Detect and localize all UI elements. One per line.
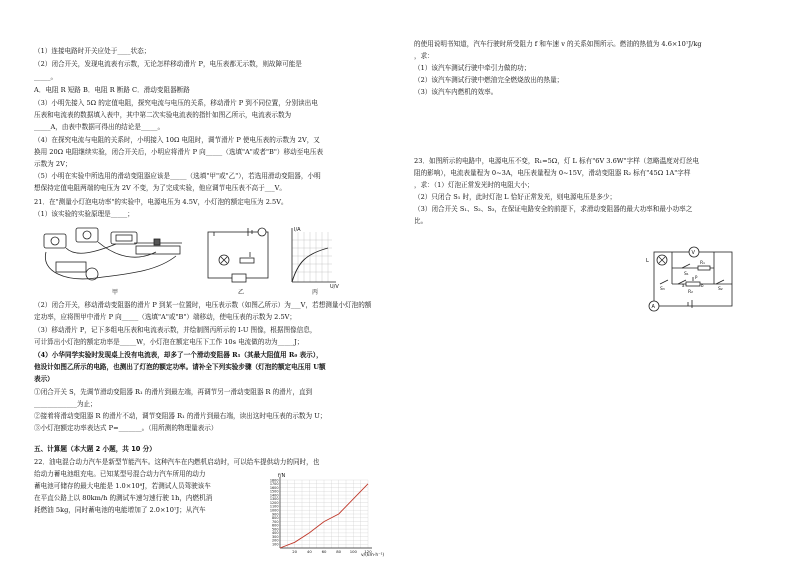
text-line: （3）该汽车内燃机的效率。 [414, 88, 498, 96]
text-line: _____。 [34, 73, 58, 81]
y-tick-label: 200 [272, 538, 279, 543]
text-line: （1）该汽车测试行驶中牵引力做的功； [414, 64, 531, 72]
text-line: （2）闭合开关，发现电流表有示数，无论怎样移动滑片 P，电压表都无示数，则故障可能是 [34, 60, 302, 68]
x-tick-label: 100 [349, 549, 357, 554]
y-tick-label: 1400 [269, 493, 279, 498]
y-tick-label: 800 [272, 516, 279, 521]
y-tick-label: 100 [272, 542, 279, 547]
q21-figures [36, 222, 396, 298]
y-tick-label: 700 [272, 519, 279, 524]
text-line: 压表和电流表的数据填入表中，其中第二次实验电流表的指针如图乙所示，电流表示数为 [34, 111, 292, 119]
r1-label: R₁ [700, 261, 705, 266]
x-tick-label: 60 [321, 549, 327, 554]
voltmeter-label: V [691, 250, 695, 256]
text-line: 可计算出小灯泡的额定功率是_____W，小灯泡在额定电压下工作 10s 电流做的功为_____J； [34, 338, 304, 346]
text-line: 在平直公路上以 80km/h 的测试车速匀速行驶 1h，内燃机消 [34, 494, 213, 502]
i-axis-label: I/A [294, 227, 301, 233]
text-line: 21．在"测量小灯泡电功率"的实验中，电源电压为 4.5V，小灯泡的额定电压为 2.5V。 [34, 198, 288, 206]
y-tick-label: 300 [272, 534, 279, 539]
text-line: ，求： [414, 52, 434, 60]
text-line: ①闭合开关 S，先调节滑动变阻器 R₁ 的滑片到最左端，再调节另一滑动变阻器 R 的滑片，直到 [34, 388, 313, 396]
x-tick-label: 20 [292, 549, 298, 554]
terminal-b-label: b [701, 283, 704, 288]
terminal-a-label: a [682, 283, 685, 288]
section-heading: 五、计算题（本大题 2 小题，共 10 分） [34, 445, 156, 453]
apparatus-figure [44, 228, 182, 280]
fig-label-a: 甲 [112, 289, 119, 296]
ammeter-label: A [651, 304, 655, 310]
text-line: （3）闭合开关 S₁、S₂、S₃，在保证电路安全的前提下，求滑动变阻器的最大功率和最小功率之 [414, 205, 693, 213]
iu-graph [292, 227, 339, 290]
q23-circuit [642, 244, 742, 322]
text-line: 的使用说明书知道，汽车行驶时所受阻力 f 和车速 v 的关系如图所示。燃油的热值为 4.6×10⁷J/kg [414, 40, 702, 48]
y-tick-label: 1300 [269, 497, 279, 502]
s1-label: S₁ [684, 272, 689, 277]
text-line: （3）移动滑片 P，记下多组电压表和电流表示数，并绘制图丙所示的 I-U 图像，根据图像信息， [34, 326, 317, 334]
x-axis-label: v/(km·h⁻¹) [361, 553, 385, 558]
text-line: （4）在探究电流与电阻的关系时，小明接入 10Ω 电阻时，调节滑片 P 使电压表的示数为 2V，又 [34, 136, 320, 144]
text-line: （4）小华同学实验时发现桌上没有电流表，却多了一个滑动变阻器 R₁（其最大阻值用 R₀ 表示）， [34, 351, 323, 359]
text-line: ③小灯泡额定功率表达式 P=_______。（用所测的物理量表示） [34, 424, 218, 432]
y-tick-label: 1800 [269, 478, 279, 483]
text-line: 阻的影响），电流表量程为 0~3A，电压表量程为 0~15V，滑动变阻器 R₂ 标有"45Ω 1A"字样 [414, 169, 691, 177]
fv-chart [258, 470, 398, 560]
s3-label: S₃ [660, 287, 665, 292]
text-line: 比。 [414, 217, 428, 225]
text-line: 他设计如图乙所示的电路，也测出了灯泡的额定功率。请补全下列实验步骤（灯泡的额定电压用 U额 [34, 363, 326, 371]
y-axis-label: f/N [278, 473, 286, 479]
text-line: 示数为 2V； [34, 160, 72, 168]
y-tick-label: 900 [272, 512, 279, 517]
x-tick-label: 80 [336, 549, 342, 554]
r2-label: R₂ [688, 290, 693, 295]
y-tick-label: 400 [272, 531, 279, 536]
slider-p-label: P [695, 275, 698, 280]
text-line: _____A，由表中数据可得出的结论是_____。 [34, 123, 165, 131]
text-line: （2）该汽车测试行驶中燃油完全燃烧放出的热量； [414, 76, 564, 84]
text-line: 想保持定值电阻两端的电压为 2V 不变，为了完成实验，他应调节电压表不高于___V。 [34, 184, 286, 192]
x-tick-label: 40 [306, 549, 312, 554]
text-line: ，求：（1）灯泡正常发光时的电阻大小； [414, 181, 534, 189]
y-tick-label: 1500 [269, 489, 279, 494]
y-tick-label: 500 [272, 527, 279, 532]
u-axis-label: U/V [330, 284, 339, 290]
x-tick-label: 120 [364, 549, 372, 554]
text-line: 23．如图所示的电路中，电源电压不变，R₁=5Ω，灯 L 标有"6V 3.6W"字样（忽略温度对灯丝电 [414, 157, 700, 165]
s2-label: S₂ [718, 287, 723, 292]
text-line: 耗燃油 5kg，同时蓄电池的电能增加了 2.0×10⁷J；从汽车 [34, 506, 206, 514]
y-tick-label: 600 [272, 523, 279, 528]
text-line: （2）只闭合 S₁ 时，此时灯泡 L 恰好正常发光，则电源电压是多少； [414, 193, 617, 201]
text-line: （1）连接电路时开关应处于____状态； [34, 47, 151, 55]
y-tick-label: 1600 [269, 485, 279, 490]
text-line: 蓄电池可储存的最大电能是 1.0×10⁸J，若测试人员驾驶该车 [34, 482, 211, 490]
fig-label-c: 丙 [312, 289, 319, 296]
chart-grid [280, 480, 368, 548]
text-line: （3）小明先接入 5Ω 的定值电阻，探究电流与电压的关系，移动滑片 P 到不同位置，分别读出电 [34, 99, 318, 107]
lamp-label: L [646, 258, 649, 264]
y-tick-label: 1700 [269, 482, 279, 487]
fig-label-b: 乙 [238, 289, 245, 296]
circuit-figure-b [208, 228, 268, 282]
y-tick-label: 1000 [269, 508, 279, 513]
chart-ticks [270, 478, 372, 554]
text-line: （2）闭合开关，移动滑动变阻器的滑片 P 到某一位置时，电压表示数（如图乙所示）为___V，若想测量小灯泡的额 [34, 301, 372, 309]
y-tick-label: 1200 [269, 500, 279, 505]
text-line: 表示） [34, 375, 54, 383]
text-line: _____________为止； [34, 400, 97, 408]
text-line: （1）该实验的实验原理是_____； [34, 210, 134, 218]
text-line: 22．油电混合动力汽车是新型节能汽车。这种汽车在内燃机启动时，可以给车提供动力的同时，也 [34, 458, 320, 466]
text-line: A．电阻 R 短路 B．电阻 R 断路 C．滑动变阻器断路 [34, 86, 190, 94]
text-line: ②接着将滑动变阻器 R 的滑片不动，调节变阻器 R₁ 的滑片到最右端，读出这时电压表的示数为 U； [34, 412, 327, 420]
text-line: 定功率，应将图甲中滑片 P 向_____（选填"A"或"B"）端移动，使电压表的示数为 2.5V； [34, 313, 297, 321]
y-tick-label: 1100 [269, 504, 279, 509]
text-line: 换用 20Ω 电阻继续实验，闭合开关后，小明应将滑片 P 向_____（选填"A"或者"B"）移动至电压表 [34, 148, 324, 156]
text-line: 给动力蓄电池组充电。已知某型号混合动力汽车所用的动力 [34, 470, 206, 478]
text-line: （5）小明在实验中所选用的滑动变阻器应该是_____（选填"甲"或"乙"），若选用滑动变阻器，小明 [34, 172, 321, 180]
